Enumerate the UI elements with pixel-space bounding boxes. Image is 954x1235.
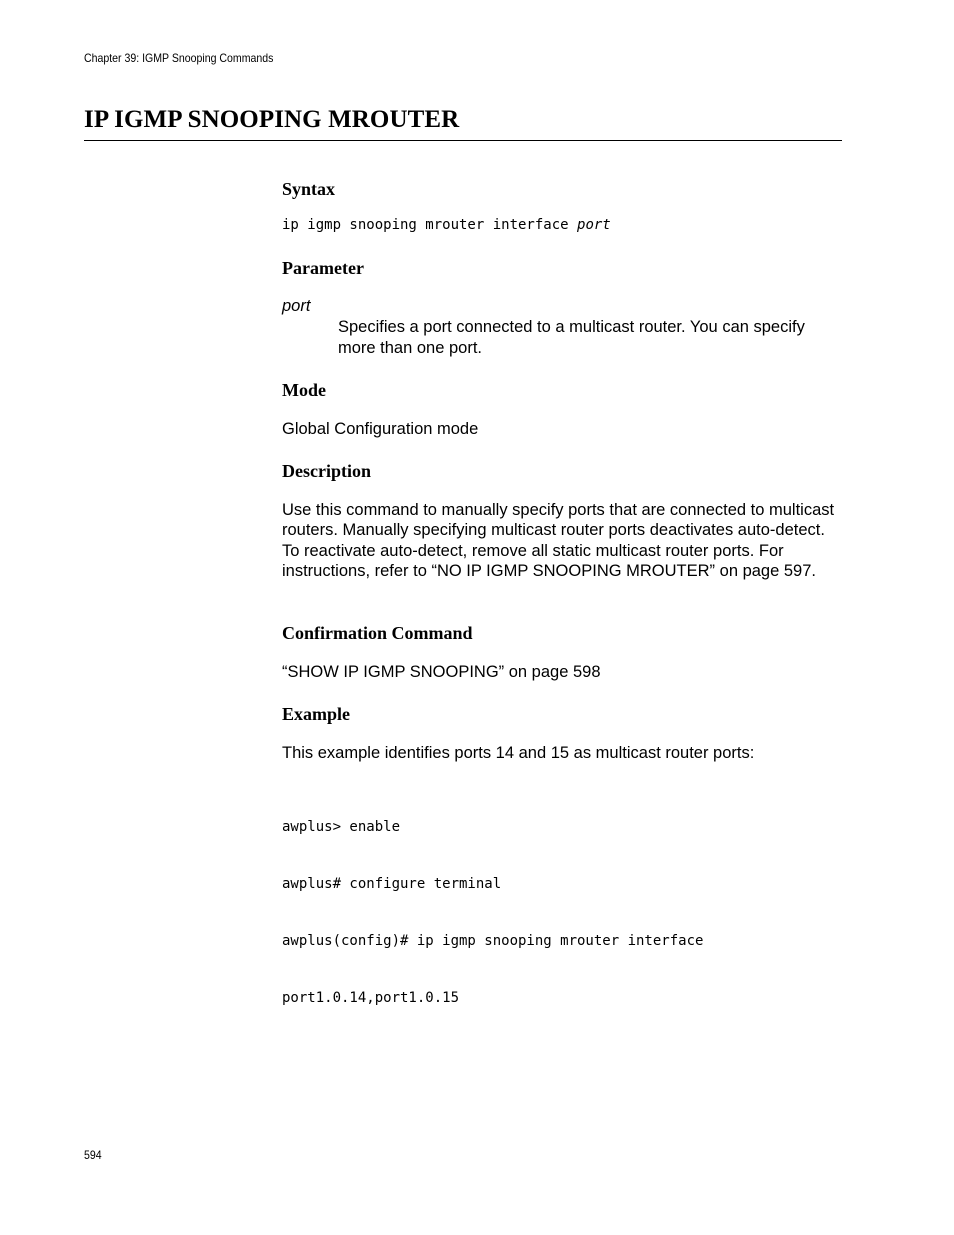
parameter-heading: Parameter bbox=[282, 258, 364, 278]
code-line: awplus# configure terminal bbox=[282, 876, 502, 892]
running-header: Chapter 39: IGMP Snooping Commands bbox=[84, 51, 274, 65]
example-heading: Example bbox=[282, 704, 351, 724]
mode-text: Global Configuration mode bbox=[282, 420, 479, 438]
example-text: This example identifies ports 14 and 15 as multicast router ports: bbox=[282, 744, 755, 762]
syntax-line bbox=[282, 217, 611, 233]
syntax-command: ip igmp snooping mrouter interface bbox=[282, 217, 578, 233]
confirmation-heading: Confirmation Command bbox=[282, 623, 473, 643]
code-line: awplus> enable bbox=[282, 819, 401, 835]
syntax-argument: port bbox=[577, 217, 611, 233]
title-rule bbox=[84, 140, 842, 141]
example-code-block bbox=[282, 780, 703, 1027]
code-line: port1.0.14,port1.0.15 bbox=[282, 990, 460, 1006]
parameter-description: Specifies a port connected to a multicast router. You can specify more than one port. bbox=[338, 318, 805, 357]
description-heading: Description bbox=[282, 461, 371, 481]
code-line: awplus(config)# ip igmp snooping mrouter interface bbox=[282, 933, 704, 949]
parameter-name: port bbox=[282, 297, 311, 315]
mode-heading: Mode bbox=[282, 380, 326, 400]
syntax-heading: Syntax bbox=[282, 179, 336, 199]
page-title: IP IGMP SNOOPING MROUTER bbox=[84, 106, 460, 133]
confirmation-text: “SHOW IP IGMP SNOOPING” on page 598 bbox=[282, 663, 601, 681]
description-text: Use this command to manually specify ports that are connected to multicast routers. Manually specifying multicast router ports deactivates auto-detect. To reactivate auto-detect, remove all static multicast router ports. For instructions, refer to “NO IP IGMP SNOOPING MROUTER” on page 597. bbox=[282, 501, 835, 580]
page-number: 594 bbox=[84, 1148, 102, 1162]
